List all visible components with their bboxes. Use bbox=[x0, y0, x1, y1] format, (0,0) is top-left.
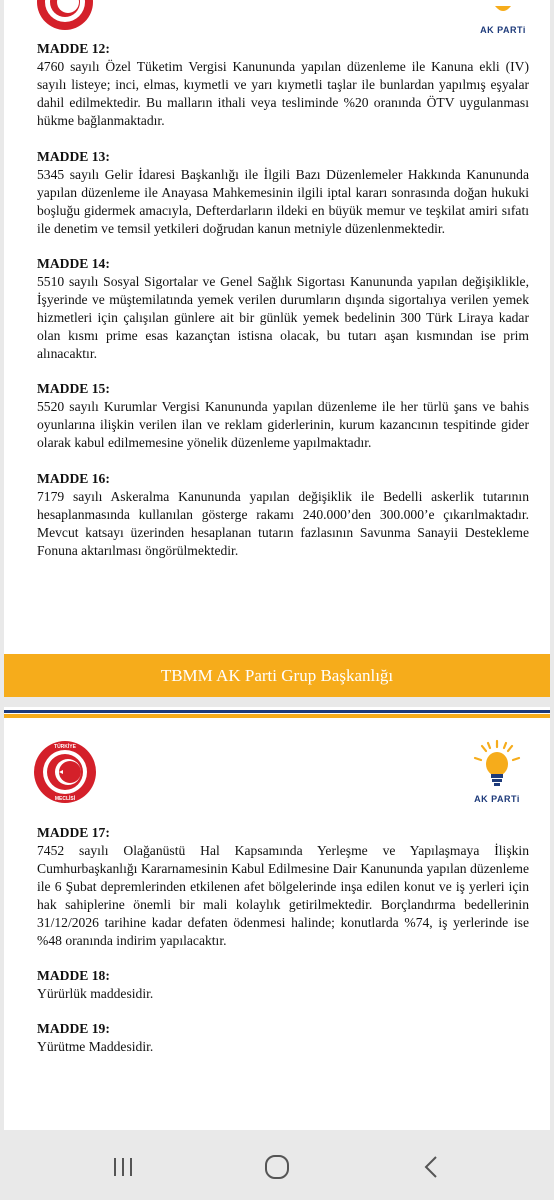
article-madde-13 bbox=[37, 148, 529, 238]
article-body: 4760 sayılı Özel Tüketim Vergisi Kanununda yapılan düzenleme ile Kanuna ekli (IV) sayılı listeye; inci, elmas, kıymetli ve yarı kıymetli taşlar ile bunlardan yapılmış eşyalar dahil edilmektedir. Bu malların ithali veya tesliminde %20 oranında ÖTV uygulanması hükme bağlanmaktadır. bbox=[37, 59, 529, 128]
article-title: MADDE 19: bbox=[37, 1021, 110, 1036]
article-title: MADDE 14: bbox=[37, 256, 110, 271]
article-madde-14 bbox=[37, 255, 529, 363]
article-madde-17 bbox=[37, 824, 529, 950]
svg-text:TÜRKİYE: TÜRKİYE bbox=[54, 744, 76, 750]
article-body: 5345 sayılı Gelir İdaresi Başkanlığı ile İlgili Bazı Düzenlemeler Hakkında Kanununda yapılan düzenleme ile Anayasa Mahkemesinin ilgili iptal kararı sonrasında doğan hukuki boşluğu gidermek amacıyla, Defterdarların ildeki en büyük memur ve teşkilat amiri sıfatı ile denetim ve temsil yetkileri doğrudan kanun metniyle düzenlenmektedir. bbox=[37, 167, 529, 236]
home-icon bbox=[257, 1152, 297, 1182]
svg-text:MECLİSİ: MECLİSİ bbox=[54, 796, 76, 802]
document-page-1 bbox=[4, 0, 550, 654]
recent-apps-button[interactable] bbox=[103, 1152, 143, 1182]
lightbulb-icon bbox=[483, 6, 523, 20]
back-icon bbox=[412, 1152, 452, 1182]
lightbulb-icon bbox=[472, 739, 522, 789]
article-title: MADDE 15: bbox=[37, 381, 110, 396]
system-navigation-bar bbox=[0, 1130, 554, 1200]
tbmm-seal-icon bbox=[32, 739, 98, 805]
article-title: MADDE 13: bbox=[37, 149, 110, 164]
article-body: 5520 sayılı Kurumlar Vergisi Kanununda yapılan düzenleme ile her türlü şans ve bahis oyunlarına ilişkin verilen ilan ve reklam giderlerinin, kurum kazancının tespitinde gider olarak kabul edilmemesine yönelik düzenleme yapılmaktadır. bbox=[37, 399, 529, 450]
article-body: Yürütme Maddesidir. bbox=[37, 1039, 154, 1054]
footer-text: TBMM AK Parti Grup Başkanlığı bbox=[160, 665, 394, 685]
header-stripe bbox=[4, 707, 550, 717]
article-body: 7179 sayılı Askeralma Kanununda yapılan değişiklik ile Bedelli askerlik tutarının hesaplanmasında kullanılan gösterge rakamı 240.000’den 300.000’e çıkarılmaktadır. Mevcut katsayı üzerinden hesaplanan tutarın fazlasının Savunma Sanayii Destekleme Fonuna aktarılması öngörülmektedir. bbox=[37, 489, 529, 558]
akparti-logo-text: AK PARTi bbox=[474, 794, 520, 804]
article-title: MADDE 18: bbox=[37, 968, 110, 983]
article-madde-15 bbox=[37, 380, 529, 452]
akparti-logo bbox=[468, 6, 538, 35]
navy-stripe bbox=[4, 710, 550, 713]
recent-apps-icon bbox=[103, 1152, 143, 1182]
article-title: MADDE 16: bbox=[37, 471, 110, 486]
article-madde-19 bbox=[37, 1020, 529, 1056]
tbmm-seal-icon bbox=[35, 0, 95, 32]
article-title: MADDE 17: bbox=[37, 825, 110, 840]
document-page-2 bbox=[4, 707, 550, 1130]
article-body: 5510 sayılı Sosyal Sigortalar ve Genel Sağlık Sigortası Kanununda yapılan değişiklikle, İşyerinde ve müştemilatında yemek verilen durumların dışında sigortalıya verilen yemek hizmetleri için çalışılan günlere ait bir günlük yemek bedelinin 300 Türk Liraya kadar olan kısmı prime esas kazançtan istisna olacak, bu tutarı aşan kısmından ise prim alınacaktır. bbox=[37, 274, 529, 361]
home-button[interactable] bbox=[257, 1152, 297, 1182]
article-madde-12 bbox=[37, 40, 529, 130]
gold-stripe bbox=[4, 714, 550, 718]
article-madde-18 bbox=[37, 967, 529, 1003]
back-button[interactable] bbox=[412, 1152, 452, 1182]
akparti-logo-text: AK PARTi bbox=[480, 25, 526, 35]
akparti-logo bbox=[464, 739, 530, 804]
article-body: 7452 sayılı Olağanüstü Hal Kapsamında Yerleşme ve Yapılaşmaya İlişkin Cumhurbaşkanlığı Kararnamesinin Kabul Edilmesine Dair Kanununda yapılan düzenleme ile 6 Şubat depremlerinden etkilenen afet bölgelerinde inşa edilen konut ve iş yerleri için hak sahiplerine önemli bir mali kolaylık getirilmektedir. Borçlandırma bedellerinin 31/12/2026 tarihine kadar defaten ödenmesi halinde; konutlarda %74, iş yerlerinde ise %48 oranında indirim yapılacaktır. bbox=[37, 843, 529, 948]
article-madde-16 bbox=[37, 470, 529, 560]
article-title: MADDE 12: bbox=[37, 41, 110, 56]
page-footer-band bbox=[4, 654, 550, 697]
page-gap bbox=[0, 697, 554, 707]
article-body: Yürürlük maddesidir. bbox=[37, 986, 154, 1001]
